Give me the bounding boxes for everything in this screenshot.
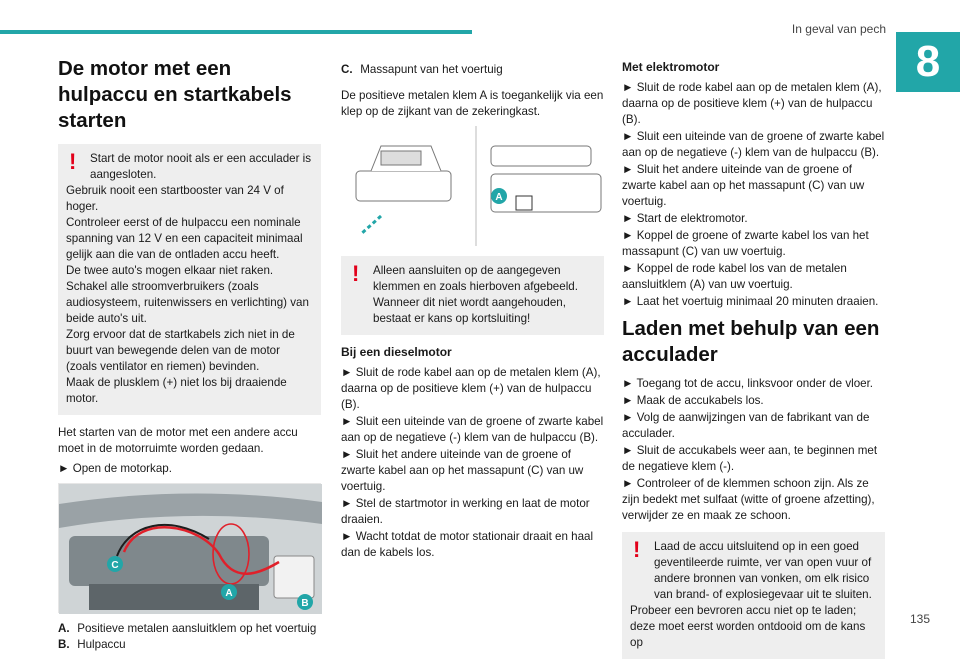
step-item: ► Laat het voertuig minimaal 20 minuten draaien. (622, 295, 879, 308)
figure-label-a: A (225, 588, 233, 599)
legend-item: A. Positieve metalen aansluitklem op het voertuig (58, 622, 317, 635)
warning-icon: ! (633, 537, 641, 562)
step-item: ► Stel de startmotor in werking en laat de motor draaien. (341, 497, 590, 526)
step-item: ► Open de motorkap. (58, 462, 172, 475)
chapter-tab: 8 (896, 32, 960, 92)
warning-line: Gebruik nooit een startbooster van 24 V of hoger. (66, 184, 284, 213)
step-item: ► Wacht totdat de motor stationair draait en haal dan de kabels los. (341, 530, 594, 559)
warning-icon: ! (352, 261, 360, 286)
step-item: ► Maak de accukabels los. (622, 394, 764, 407)
figure-label-a: A (495, 192, 503, 203)
warning-icon: ! (69, 149, 77, 174)
step-item: ► Volg de aanwijzingen van de fabrikant van de acculader. (622, 411, 870, 440)
clamp-access-text: De positieve metalen klem A is toegankelijk via een klep op de zijkant van de zekeringkast. (341, 89, 604, 118)
engine-bay-illustration (59, 484, 322, 614)
warning-line: De twee auto's mogen elkaar niet raken. (66, 264, 274, 277)
step-item: ► Controleer of de klemmen schoon zijn. Als ze zijn bedekt met sulfaat (witte of groene afzetting), verwijder ze en maak ze schoon. (622, 477, 875, 522)
legend-item: C. Massapunt van het voertuig (341, 63, 503, 76)
column-1 (58, 56, 321, 653)
figure-label-c: C (111, 560, 119, 571)
column-2 (341, 56, 604, 562)
warning-line: Zorg ervoor dat de startkabels zich niet in de buurt van bewegende delen van de motor (zoals ventilator en riemen) bevinden. (66, 328, 295, 373)
warning-line: Start de motor nooit als er een acculader is aangesloten. (90, 152, 312, 181)
warning-box-3 (622, 532, 885, 659)
warning-line: Controleer eerst of de hulpaccu een nominale spanning van 12 V en een capaciteit minimaal gelijk aan die van de ontladen accu heeft. (66, 216, 303, 261)
diesel-heading: Bij een dieselmotor (341, 345, 452, 359)
intro-text: Het starten van de motor met een andere accu moet in de motorruimte worden gedaan. (58, 426, 298, 455)
warning-line: Probeer een bevroren accu niet op te laden; deze moet eerst worden ontdooid om de kans op (630, 604, 866, 649)
step-item: ► Toegang tot de accu, linksvoor onder de vloer. (622, 377, 874, 390)
step-item: ► Sluit een uiteinde van de groene of zwarte kabel aan op de negatieve (-) klem van de hulpaccu (B). (622, 130, 885, 159)
warning-line: Schakel alle stroomverbruikers (zoals audiosysteem, ruitenwissers en verlichting) van beide auto's uit. (66, 280, 309, 325)
page-title: De motor met een hulpaccu en startkabels starten (58, 57, 292, 132)
electric-heading: Met elektromotor (622, 60, 720, 74)
warning-line: Alleen aansluiten op de aangegeven klemmen en zoals hierboven afgebeeld. Wanneer dit niet wordt aangehouden, bestaat er kans op kortsluiting! (373, 264, 578, 325)
warning-line: Maak de plusklem (+) niet los bij draaiende motor. (66, 376, 287, 405)
fusebox-figure (341, 126, 604, 246)
header-accent-bar (0, 30, 472, 34)
legend-item: B. Hulpaccu (58, 638, 126, 651)
step-item: ► Sluit de rode kabel aan op de metalen klem (A), daarna op de positieve klem (+) van de hulpaccu (B). (341, 366, 601, 411)
figure-label-b: B (301, 598, 309, 609)
step-item: ► Sluit het andere uiteinde van de groene of zwarte kabel aan op het massapunt (C) van uw voertuig. (622, 163, 865, 208)
step-item: ► Sluit de accukabels weer aan, te beginnen met de negatieve klem (-). (622, 444, 878, 473)
engine-bay-figure (58, 483, 321, 613)
charge-heading: Laden met behulp van een acculader (622, 317, 880, 366)
warning-box-1 (58, 144, 321, 415)
warning-line: Laad de accu uitsluitend op in een goed geventileerde ruimte, ver van open vuur of andere bronnen van vonken, om elk risico van brand- of explosiegevaar uit te sluiten. (654, 540, 872, 601)
step-item: ► Koppel de rode kabel los van de metalen aansluitklem (A) van uw voertuig. (622, 262, 847, 291)
step-item: ► Sluit het andere uiteinde van de groene of zwarte kabel aan op het massapunt (C) van uw voertuig. (341, 448, 584, 493)
warning-box-2 (341, 256, 604, 335)
page-number: 135 (909, 612, 930, 626)
step-item: ► Sluit de rode kabel aan op de metalen klem (A), daarna op de positieve klem (+) van de hulpaccu (B). (622, 81, 882, 126)
column-3 (622, 56, 885, 669)
step-item: ► Koppel de groene of zwarte kabel los van het massapunt (C) van uw voertuig. (622, 229, 869, 258)
step-item: ► Start de elektromotor. (622, 212, 748, 225)
fusebox-illustration (341, 126, 604, 246)
step-item: ► Sluit een uiteinde van de groene of zwarte kabel aan op de negatieve (-) klem van de hulpaccu (B). (341, 415, 604, 444)
section-title: In geval van pech (791, 22, 886, 36)
